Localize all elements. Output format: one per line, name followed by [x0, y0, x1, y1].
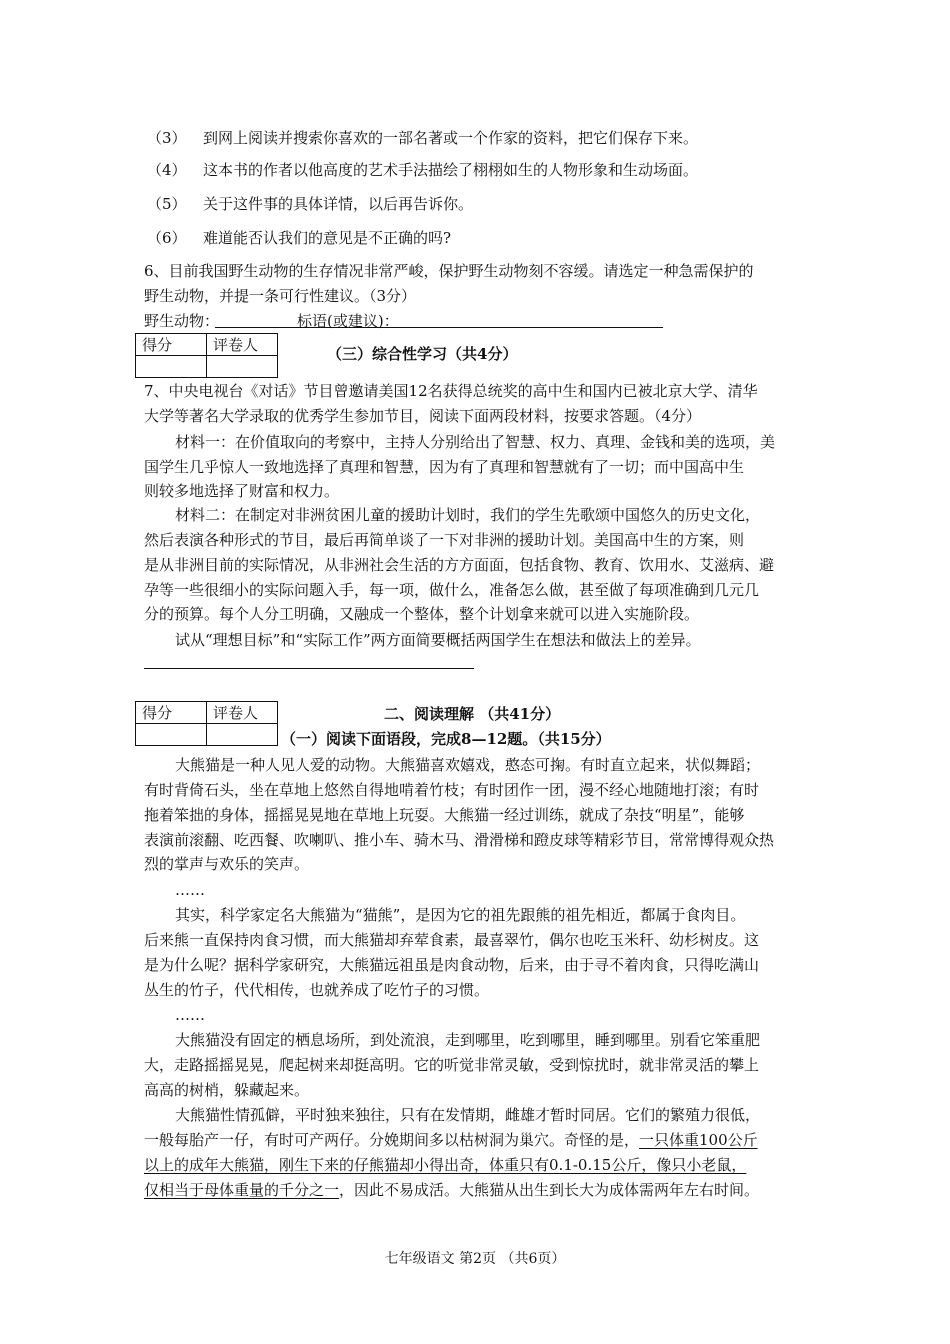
q6-slogan-label: 标语(或建议)： [297, 312, 399, 330]
score-cell[interactable] [136, 724, 207, 746]
passage-p4-line2: 一般每胎产一仔，有时可产两仔。分娩期间多以枯树洞为巢穴。奇怪的是，一只体重100公斤 [144, 1131, 758, 1149]
q6-line1: 6、目前我国野生动物的生存情况非常严峻，保护野生动物刻不容缓。请选定一种急需保护的 [144, 262, 754, 280]
m2-line1: 材料二：在制定对非洲贫困儿童的援助计划时，我们的学生先歌颂中国悠久的历史文化， [175, 506, 761, 524]
section3-title: （三）综合性学习（共4分） [327, 345, 518, 363]
m1-line2: 国学生几乎惊人一致地选择了真理和智慧，因为有了真理和智慧就有了一切；而中国高中生 [144, 458, 745, 476]
passage-p2-line1: 其实，科学家定名大熊猫为“猫熊”，是因为它的祖先跟熊的祖先相近，都属于食肉目。 [175, 906, 746, 924]
q7-question: 试从“理想目标”和“实际工作”两方面简要概括两国学生在想法和做法上的差异。 [175, 631, 701, 649]
passage-p1-line4: 表演前滚翻、吃西餐、吹喇叭、推小车、骑木马、滑滑梯和蹬皮球等精彩节目，常常博得观众热 [144, 831, 775, 849]
q7-line1: 7、中央电视台《对话》节目曾邀请美国12名获得总统奖的高中生和国内已被北京大学、清华 [144, 382, 758, 400]
score-label: 得分 [136, 702, 207, 724]
passage-p4-line1: 大熊猫性情孤僻，平时独来独往，只有在发情期，雌雄才暂时同居。它们的繁殖力很低， [175, 1106, 761, 1124]
grader-label: 评卷人 [207, 334, 278, 356]
underlined-sentence-part3: 仅相当于母体重量的千分之一 [144, 1181, 340, 1199]
q6-answer-line[interactable] [215, 327, 663, 328]
passage-p3-line2: 大，走路摇摇晃晃，爬起树来却挺高明。它的听觉非常灵敏，受到惊扰时，就非常灵活的攀上 [144, 1056, 760, 1074]
item-6: （6） 难道能否认我们的意见是不正确的吗? [147, 229, 452, 247]
passage-p4-line4: 仅相当于母体重量的千分之一，因此不易成活。大熊猫从出生到长大为成体需两年左右时间。 [144, 1181, 760, 1199]
score-table-part2 [135, 701, 278, 746]
passage-ellipsis-2: …… [175, 1006, 205, 1024]
passage-p1-line2: 有时背倚石头，坐在草地上悠然自得地啃着竹枝；有时团作一团，漫不经心地随地打滚；有时 [144, 781, 760, 799]
passage-p1-line5: 烈的掌声与欢乐的笑声。 [144, 855, 310, 873]
passage-p1-line1: 大熊猫是一种人见人爱的动物。大熊猫喜欢嬉戏，憨态可掬。有时直立起来，状似舞蹈； [175, 756, 761, 774]
part2-subtitle: （一）阅读下面语段，完成8—12题。（共15分） [281, 730, 611, 748]
passage-p4-line3: 以上的成年大熊猫，刚生下来的仔熊猫却小得出奇，体重只有0.1-0.15公斤，像只小老鼠， [144, 1156, 747, 1174]
grader-label: 评卷人 [207, 702, 278, 724]
item-4: （4） 这本书的作者以他高度的艺术手法描绘了栩栩如生的人物形象和生动场面。 [147, 161, 699, 179]
passage-p2-line2: 后来熊一直保持肉食习惯，而大熊猫却弃荤食素，最喜翠竹，偶尔也吃玉米秆、幼杉树皮。这 [144, 931, 760, 949]
part2-title: 二、阅读理解 （共41分） [384, 705, 561, 723]
page-footer: 七年级语文 第2页 （共6页） [384, 1251, 566, 1267]
q6-animal-label: 野生动物： [144, 312, 220, 330]
m1-line1: 材料一：在价值取向的考察中，主持人分别给出了智慧、权力、真理、金钱和美的选项，美 [175, 433, 776, 451]
score-label: 得分 [136, 334, 207, 356]
grader-cell[interactable] [207, 356, 278, 378]
passage-p1-line3: 拖着笨拙的身体，摇摇晃晃地在草地上玩耍。大熊猫一经过训练，就成了杂技“明星”，能够 [144, 806, 745, 824]
score-table-section3 [135, 333, 278, 378]
grader-cell[interactable] [207, 724, 278, 746]
m1-line3: 则较多地选择了财富和权力。 [144, 482, 340, 500]
q6-line2: 野生动物，并提一条可行性建议。（3分） [144, 287, 417, 305]
passage-p2-line4: 丛生的竹子，代代相传，也就养成了吃竹子的习惯。 [144, 981, 490, 999]
m2-line5: 分的预算。每个人分工明确，又融成一个整体，整个计划拿来就可以进入实施阶段。 [144, 605, 700, 623]
q7-answer-line[interactable] [144, 668, 474, 669]
underlined-sentence-part1: 一只体重100公斤 [639, 1131, 758, 1149]
m2-line2: 然后表演各种形式的节目，最后再简单谈了一下对非洲的援助计划。美国高中生的方案，则 [144, 531, 745, 549]
score-cell[interactable] [136, 356, 207, 378]
item-5: （5） 关于这件事的具体详情，以后再告诉你。 [147, 195, 474, 213]
item-3: （3） 到网上阅读并搜索你喜欢的一部名著或一个作家的资料，把它们保存下来。 [147, 129, 699, 147]
passage-p2-line3: 是为什么呢？据科学家研究，大熊猫远祖虽是肉食动物，后来，由于寻不着肉食，只得吃满山 [144, 956, 760, 974]
passage-p3-line3: 高高的树梢，躲藏起来。 [144, 1081, 310, 1099]
m2-line3: 是从非洲目前的实际情况，从非洲社会生活的方方面面，包括食物、教育、饮用水、艾滋病、避 [144, 556, 775, 574]
passage-p3-line1: 大熊猫没有固定的栖息场所，到处流浪，走到哪里，吃到哪里，睡到哪里。别看它笨重肥 [175, 1031, 761, 1049]
passage-ellipsis-1: …… [175, 881, 205, 899]
m2-line4: 孕等一些很细小的实际问题入手，每一项，做什么，准备怎么做，甚至做了每项准确到几元几 [144, 581, 760, 599]
q7-line2: 大学等著名大学录取的优秀学生参加节目，阅读下面两段材料，按要求答题。（4分） [144, 407, 702, 425]
